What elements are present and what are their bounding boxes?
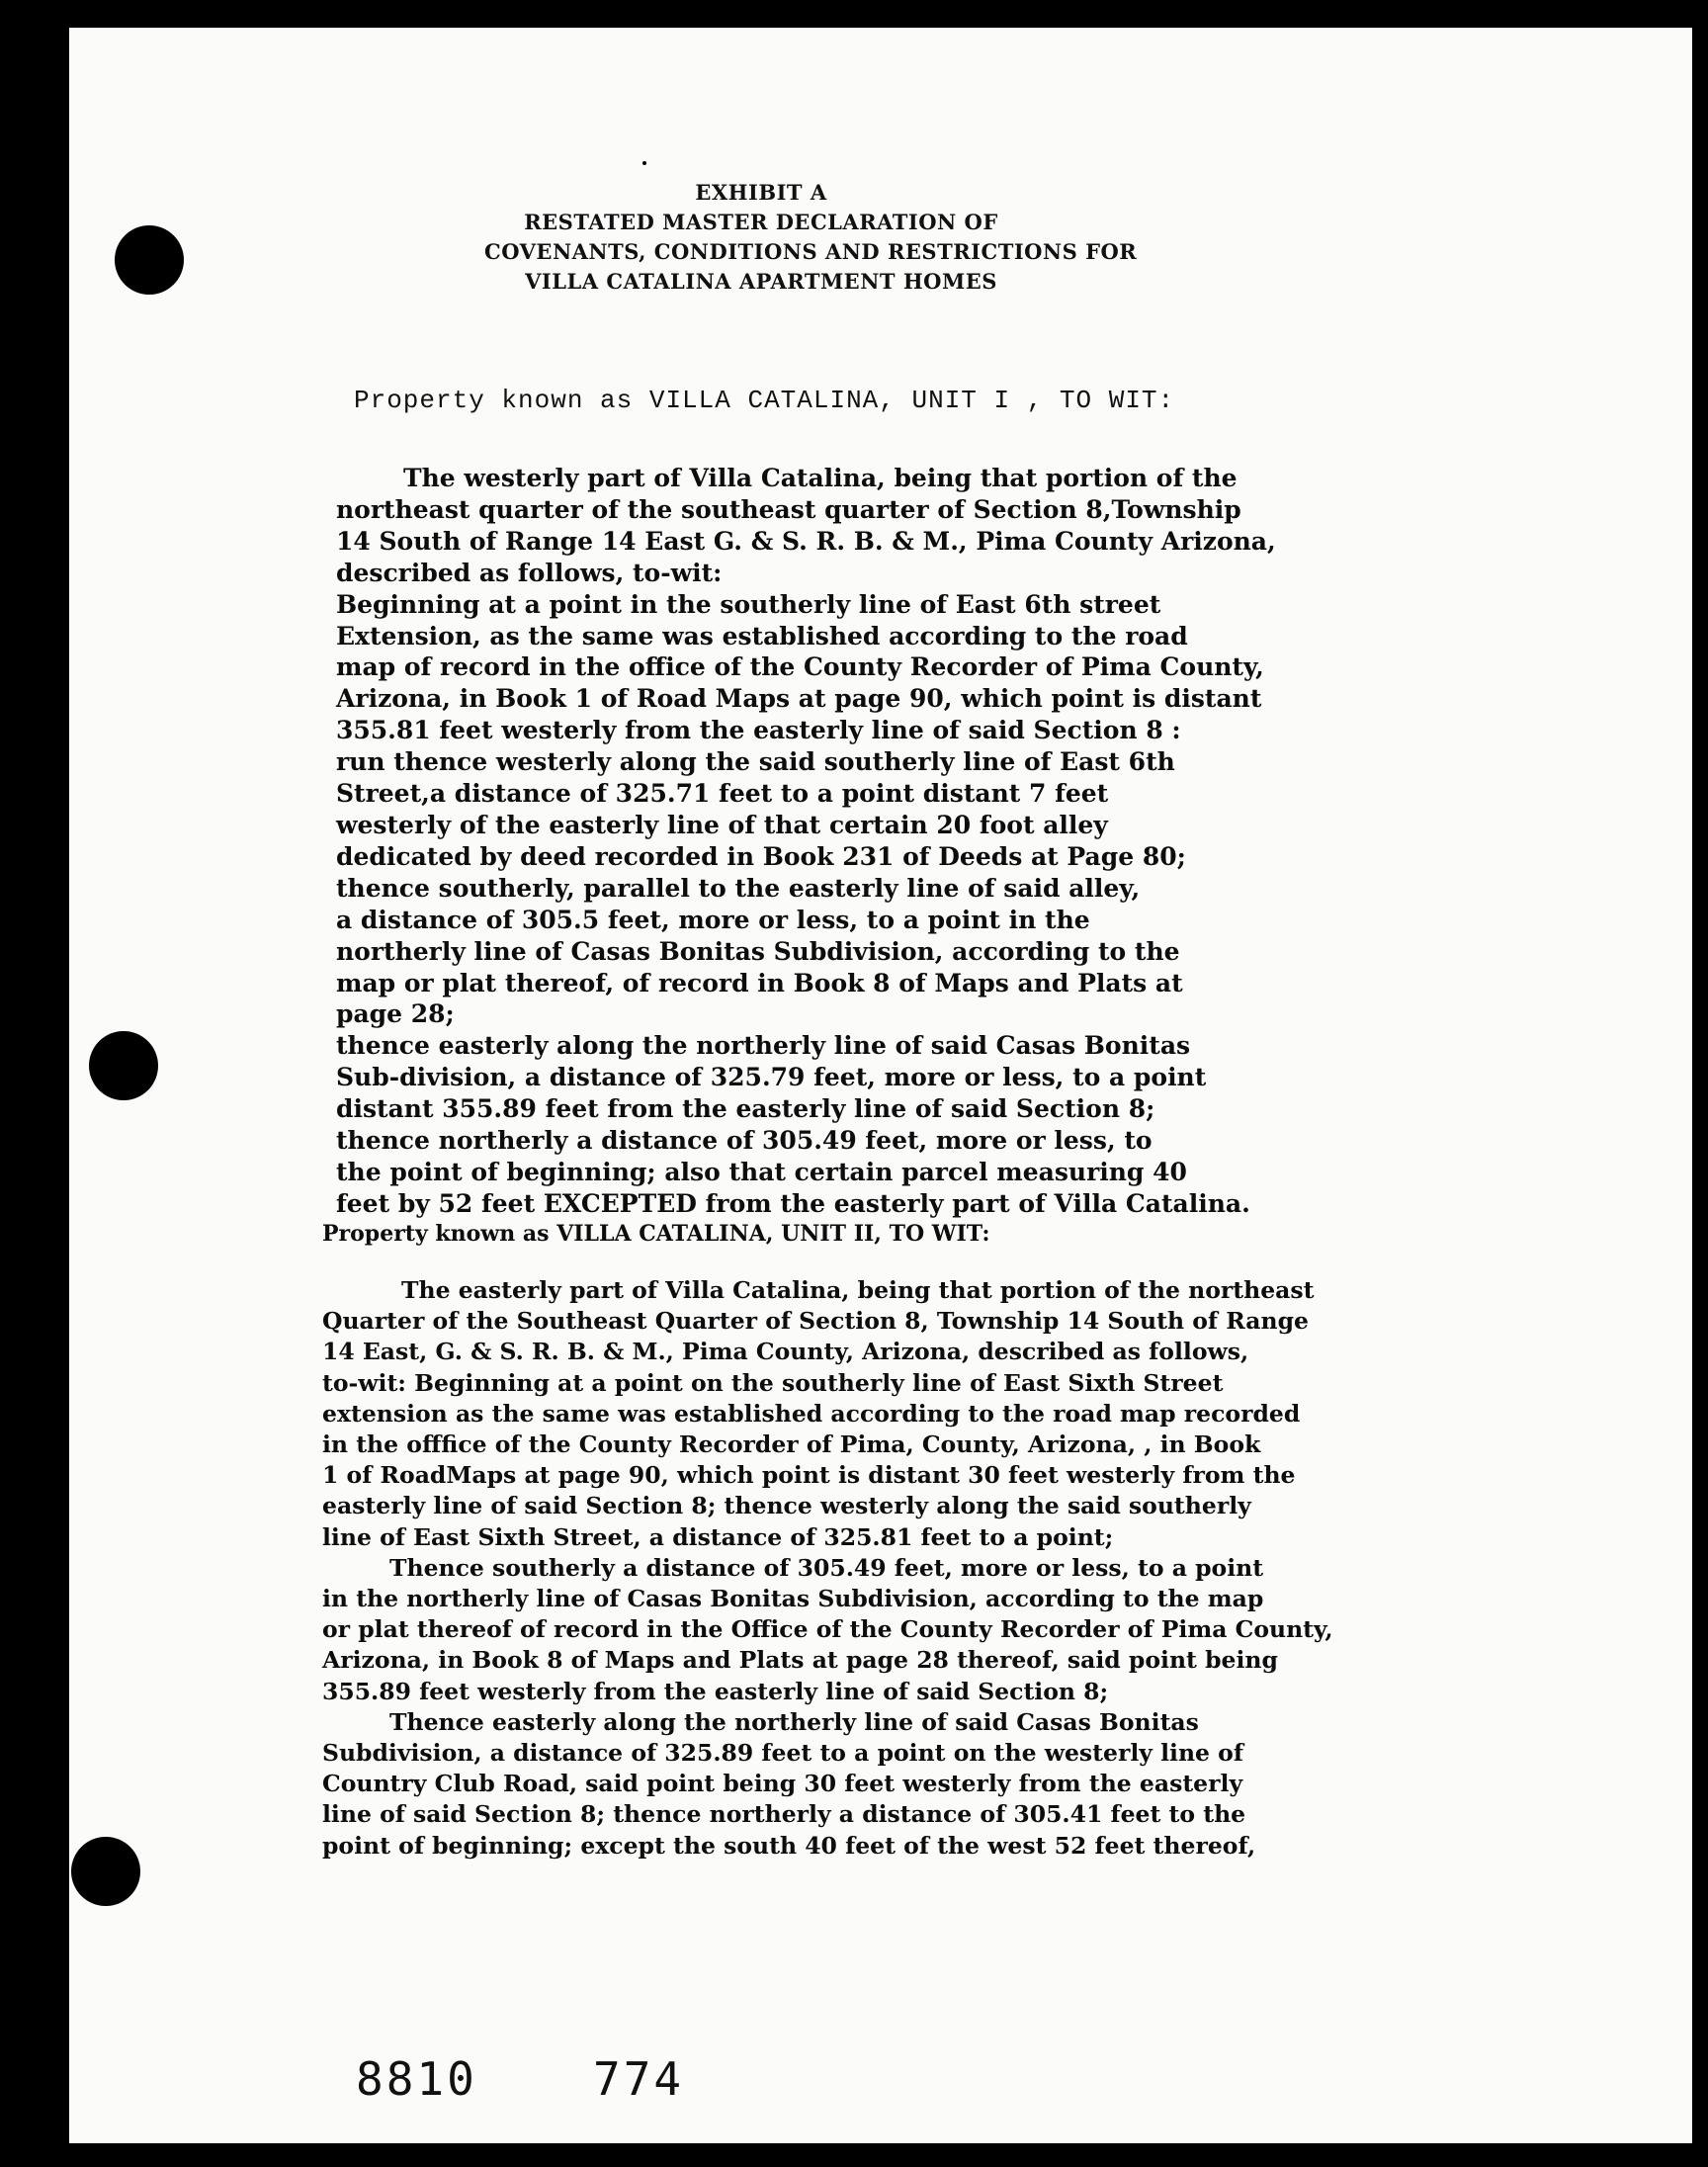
unit1-line: thence northerly a distance of 305.49 feet, more or less, to [336,1126,1153,1156]
binder-hole-top [115,225,184,295]
docket-number: 8810 [356,2052,477,2106]
unit2-line: Country Club Road, said point being 30 feet westerly from the easterly [322,1770,1243,1798]
unit2-line: Arizona, in Book 8 of Maps and Plats at page 28 thereof, said point being [322,1646,1278,1675]
unit2-line: 14 East, G. & S. R. B. & M., Pima County, Arizona, described as follows, [322,1338,1249,1366]
unit2-description [322,1275,1333,1862]
unit2-line: or plat thereof of record in the Office of the County Recorder of Pima County, [322,1615,1333,1644]
unit1-line: Street,a distance of 325.71 feet to a point distant 7 feet [336,779,1109,809]
unit1-line: Sub-division, a distance of 325.79 feet, more or less, to a point [336,1063,1207,1092]
scan-speck [642,161,646,165]
unit2-line: 355.89 feet westerly from the easterly line of said Section 8; [322,1677,1109,1705]
binder-hole-bottom [71,1837,140,1906]
unit1-line: westerly of the easterly line of that certain 20 foot alley [336,810,1108,839]
header-line-covenants: COVENANTS, CONDITIONS AND RESTRICTIONS FOR [484,239,1138,264]
unit2-line: in the northerly line of Casas Bonitas Subdivision, according to the map [322,1585,1264,1613]
unit2-line: easterly line of said Section 8; thence westerly along the said southerly [322,1492,1251,1520]
unit2-line: line of East Sixth Street, a distance of 325.81 feet to a point; [322,1522,1114,1551]
unit1-heading: Property known as VILLA CATALINA, UNIT I , TO WIT: [354,386,1175,415]
header-line-declaration: RESTATED MASTER DECLARATION OF [524,210,998,234]
unit2-line: The easterly part of Villa Catalina, being that portion of the northeast [401,1276,1315,1304]
unit2-heading: Property known as VILLA CATALINA, UNIT II, TO WIT: [322,1221,990,1247]
unit1-line: Arizona, in Book 1 of Road Maps at page 90, which point is distant [336,684,1262,714]
unit1-line: described as follows, to-wit: [336,558,723,587]
unit1-description [336,463,1276,1220]
exhibit-header [484,178,1138,297]
unit1-line: run thence westerly along the said southerly line of East 6th [336,747,1175,777]
unit1-line: northeast quarter of the southeast quarter of Section 8,Township [336,494,1241,524]
unit1-line: a distance of 305.5 feet, more or less, to a point in the [336,905,1090,934]
unit2-line: line of said Section 8; thence northerly a distance of 305.41 feet to the [322,1800,1246,1829]
unit2-line: 1 of RoadMaps at page 90, which point is distant 30 feet westerly from the [322,1461,1296,1490]
unit2-line: point of beginning; except the south 40 feet of the west 52 feet thereof, [322,1831,1256,1860]
unit2-line: Subdivision, a distance of 325.89 feet to a point on the westerly line of [322,1739,1243,1768]
unit1-line: dedicated by deed recorded in Book 231 of Deeds at Page 80; [336,841,1186,871]
unit2-line: Thence easterly along the northerly line of said Casas Bonitas [389,1707,1199,1736]
unit2-line: to-wit: Beginning at a point on the southerly line of East Sixth Street [322,1368,1224,1397]
unit1-line: thence southerly, parallel to the easterly line of said alley, [336,873,1141,903]
unit1-line: the point of beginning; also that certain parcel measuring 40 [336,1157,1187,1186]
unit1-line: thence easterly along the northerly line of said Casas Bonitas [336,1031,1191,1061]
unit1-line: distant 355.89 feet from the easterly line of said Section 8; [336,1094,1155,1124]
unit1-line: feet by 52 feet EXCEPTED from the easterly part of Villa Catalina. [336,1188,1250,1218]
unit1-line: 355.81 feet westerly from the easterly line of said Section 8 : [336,716,1181,745]
unit1-line: map or plat thereof, of record in Book 8 of Maps and Plats at [336,968,1183,997]
unit2-line: extension as the same was established according to the road map recorded [322,1399,1301,1428]
unit1-line: northerly line of Casas Bonitas Subdivision, according to the [336,936,1180,966]
unit1-line: 14 South of Range 14 East G. & S. R. B. & M., Pima County Arizona, [336,526,1276,556]
unit2-line: Thence southerly a distance of 305.49 feet, more or less, to a point [389,1553,1264,1582]
unit1-line: Beginning at a point in the southerly line of East 6th street [336,589,1161,619]
unit1-line: The westerly part of Villa Catalina, being that portion of the [403,464,1238,492]
header-line-exhibit: EXHIBIT A [695,180,827,205]
unit1-line: page 28; [336,999,455,1029]
unit2-line: Quarter of the Southeast Quarter of Section 8, Township 14 South of Range [322,1307,1309,1336]
document-page [69,28,1692,2143]
unit2-line: in the offfice of the County Recorder of Pima, County, Arizona, , in Book [322,1430,1261,1459]
unit1-line: map of record in the office of the County Recorder of Pima County, [336,652,1264,682]
unit1-line: Extension, as the same was established according to the road [336,621,1188,650]
binder-hole-middle [89,1031,158,1100]
header-line-villa: VILLA CATALINA APARTMENT HOMES [525,269,997,294]
page-number: 774 [593,2052,685,2106]
